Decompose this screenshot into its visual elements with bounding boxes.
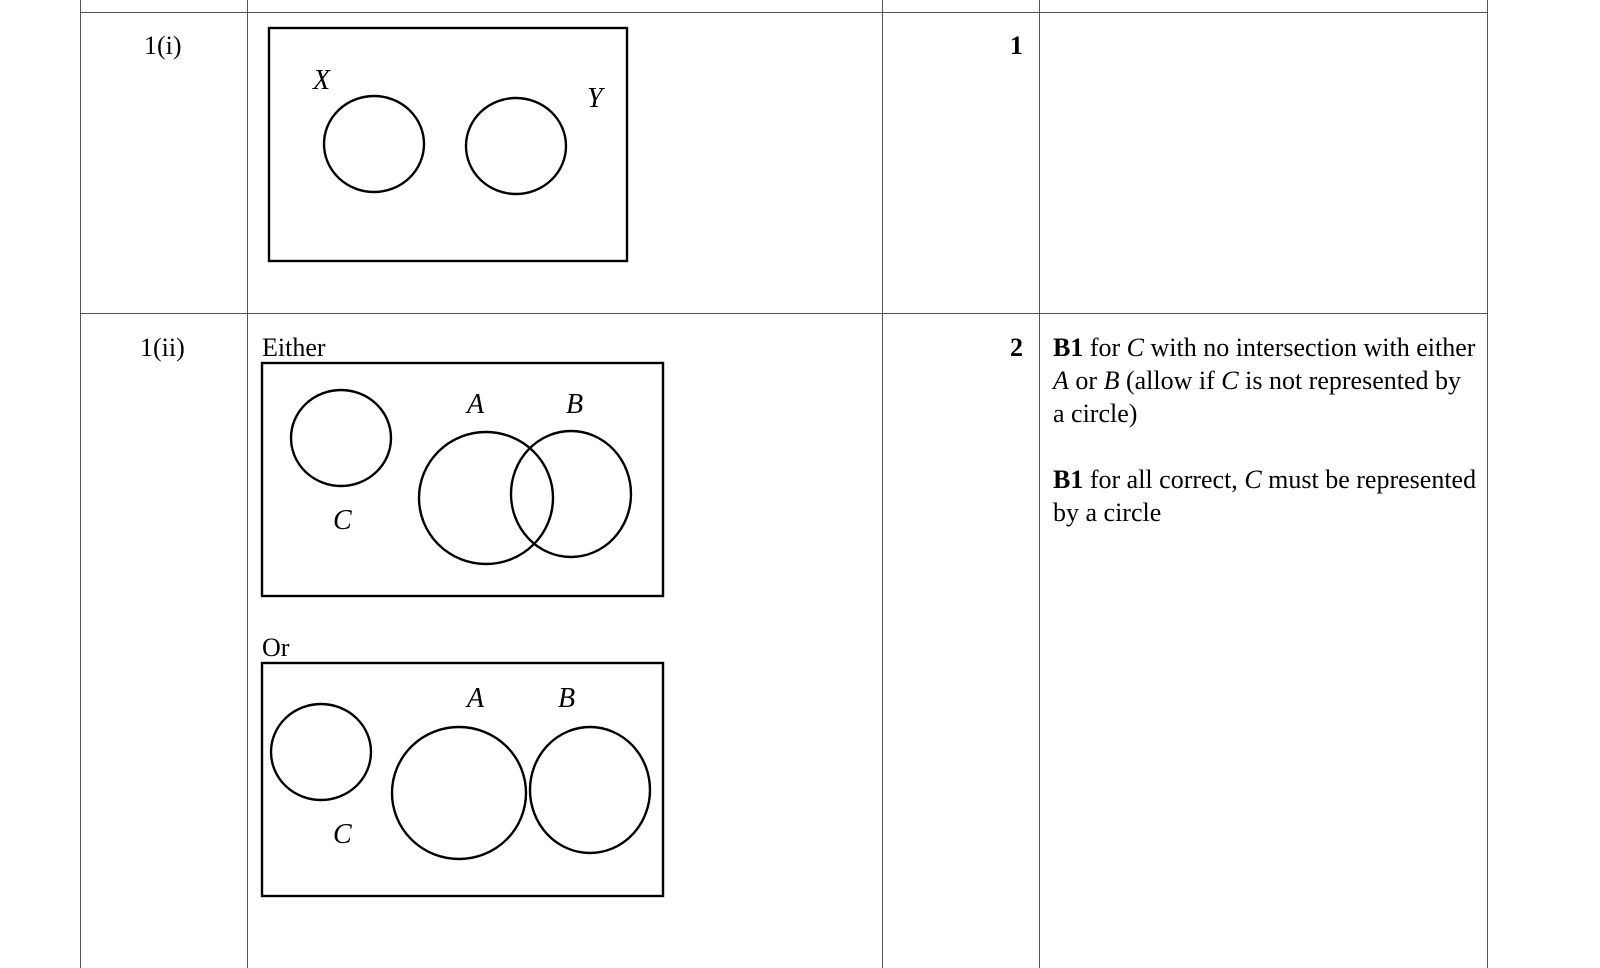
set-label-a: A bbox=[467, 683, 485, 714]
set-label-b: B bbox=[558, 683, 576, 714]
set-c-circle bbox=[271, 704, 371, 800]
set-label-c: C bbox=[333, 819, 352, 850]
set-label-b: B bbox=[566, 389, 584, 420]
set-b-circle bbox=[530, 727, 650, 853]
universal-set-box bbox=[262, 663, 663, 896]
set-label-a: A bbox=[467, 389, 485, 420]
set-label-x: X bbox=[313, 65, 331, 96]
mark-code: B1 bbox=[1053, 333, 1084, 362]
set-label-c: C bbox=[333, 505, 352, 536]
marks-1ii: 2 bbox=[1010, 333, 1023, 362]
marks-1i: 1 bbox=[1010, 31, 1023, 60]
either-label: Either bbox=[262, 333, 326, 362]
set-label-y: Y bbox=[587, 83, 603, 114]
or-label: Or bbox=[262, 633, 290, 662]
guidance-notes bbox=[1053, 331, 1478, 562]
mark-code: B1 bbox=[1053, 465, 1084, 494]
guidance-note-2: B1 for all correct, C must be represented by a circle bbox=[1053, 465, 1477, 527]
question-number-1ii: 1(ii) bbox=[140, 333, 185, 362]
question-number-1i: 1(i) bbox=[144, 31, 182, 60]
set-a-circle bbox=[392, 727, 526, 859]
guidance-note-1: B1 for C with no intersection with either A or B (allow if C is not represented by a circle) bbox=[1053, 333, 1476, 428]
